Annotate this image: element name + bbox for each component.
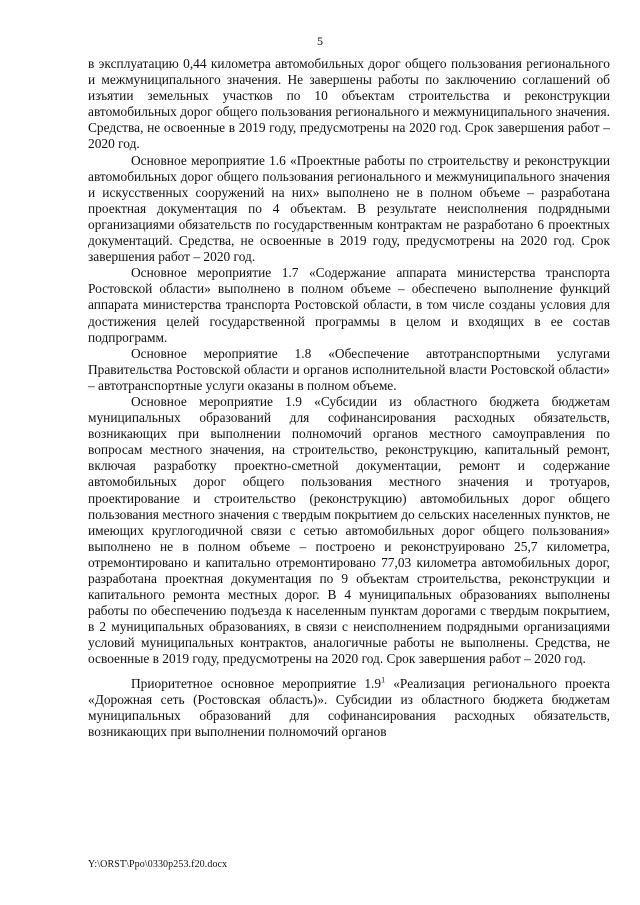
paragraph-measure-1-8: Основное мероприятие 1.8 «Обеспечение автотранспортными услугами Правительства Ростовской области и органов исполнительной власти Ростовской области» – автотранспортные услуги оказаны в полном объеме.	[88, 345, 610, 393]
priority-measure-text: «Реализация регионального проекта «Дорожная сеть (Ростовская область)». Субсидии из областного бюджета бюджетам муниципальных образований для софинансирования расходных обязательств, возникающих при выполнении полномочий органов	[88, 675, 610, 739]
document-body	[88, 56, 610, 740]
paragraph-continuation: в эксплуатацию 0,44 километра автомобильных дорог общего пользования регионального и межмуниципального значения. Не завершены работы по заключению соглашений об изъятии земельных участков по 10 объектам строительства и реконструкции автомобильных дорог общего пользования регионального и межмуниципального значения. Средства, не освоенные в 2019 году, предусмотрены на 2020 год. Срок завершения работ – 2020 год.	[88, 56, 610, 152]
footnote-marker: 1	[381, 675, 386, 685]
file-path-footer: Y:\ORST\Ppo\0330p253.f20.docx	[88, 859, 228, 870]
paragraph-measure-1-7: Основное мероприятие 1.7 «Содержание аппарата министерства транспорта Ростовской области» выполнено в полном объеме – обеспечено выполнение функций аппарата министерства транспорта Ростовской области, в том числе созданы условия для достижения целей государственной программы в целом и входящих в ее состав подпрограмм.	[88, 265, 610, 345]
priority-measure-lead: Приоритетное основное мероприятие 1.9	[131, 675, 382, 691]
paragraph-measure-1-9: Основное мероприятие 1.9 «Субсидии из областного бюджета бюджетам муниципальных образований для софинансирования расходных обязательств, возникающих при выполнении полномочий органов местного самоуправления по вопросам местного значения, на строительство, реконструкцию, капитальный ремонт, включая разработку проектно-сметной документации, ремонт и содержание автомобильных дорог общего пользования местного значения и тротуаров, проектирование и строительство (реконструкцию) автомобильных дорог общего пользования местного значения с твердым покрытием до сельских населенных пунктов, не имеющих круглогодичной связи с сетью автомобильных дорог общего пользования» выполнено не в полном объеме – построено и реконструировано 25,7 километра, отремонтировано и капитально отремонтировано 77,03 километра автомобильных дорог, разработана проектная документация по 9 объектам строительства, реконструкции и капитального ремонта местных дорог. В 4 муниципальных образованиях выполнены работы по обеспечению подъезда к населенным пунктам дорогами с твердым покрытием, в 2 муниципальных образованиях, в связи с неисполнением подрядными организациями условий муниципальных контрактов, аналогичные работы не выполнены. Средства, не освоенные в 2019 году, предусмотрены на 2020 год. Срок завершения работ – 2020 год.	[88, 393, 610, 667]
paragraph-measure-1-6: Основное мероприятие 1.6 «Проектные работы по строительству и реконструкции автомобильных дорог общего пользования регионального и межмуниципального значения и искусственных сооружений на них» выполнено не в полном объеме – разработана проектная документация по 4 объектам. В результате неисполнения подрядными организациями обязательств по государственным контрактам не разработано 6 проектных документаций. Средства, не освоенные в 2019 году, предусмотрены на 2020 год. Срок завершения работ – 2020 год.	[88, 152, 610, 265]
paragraph-priority-measure	[88, 676, 610, 740]
page-number: 5	[317, 34, 323, 48]
